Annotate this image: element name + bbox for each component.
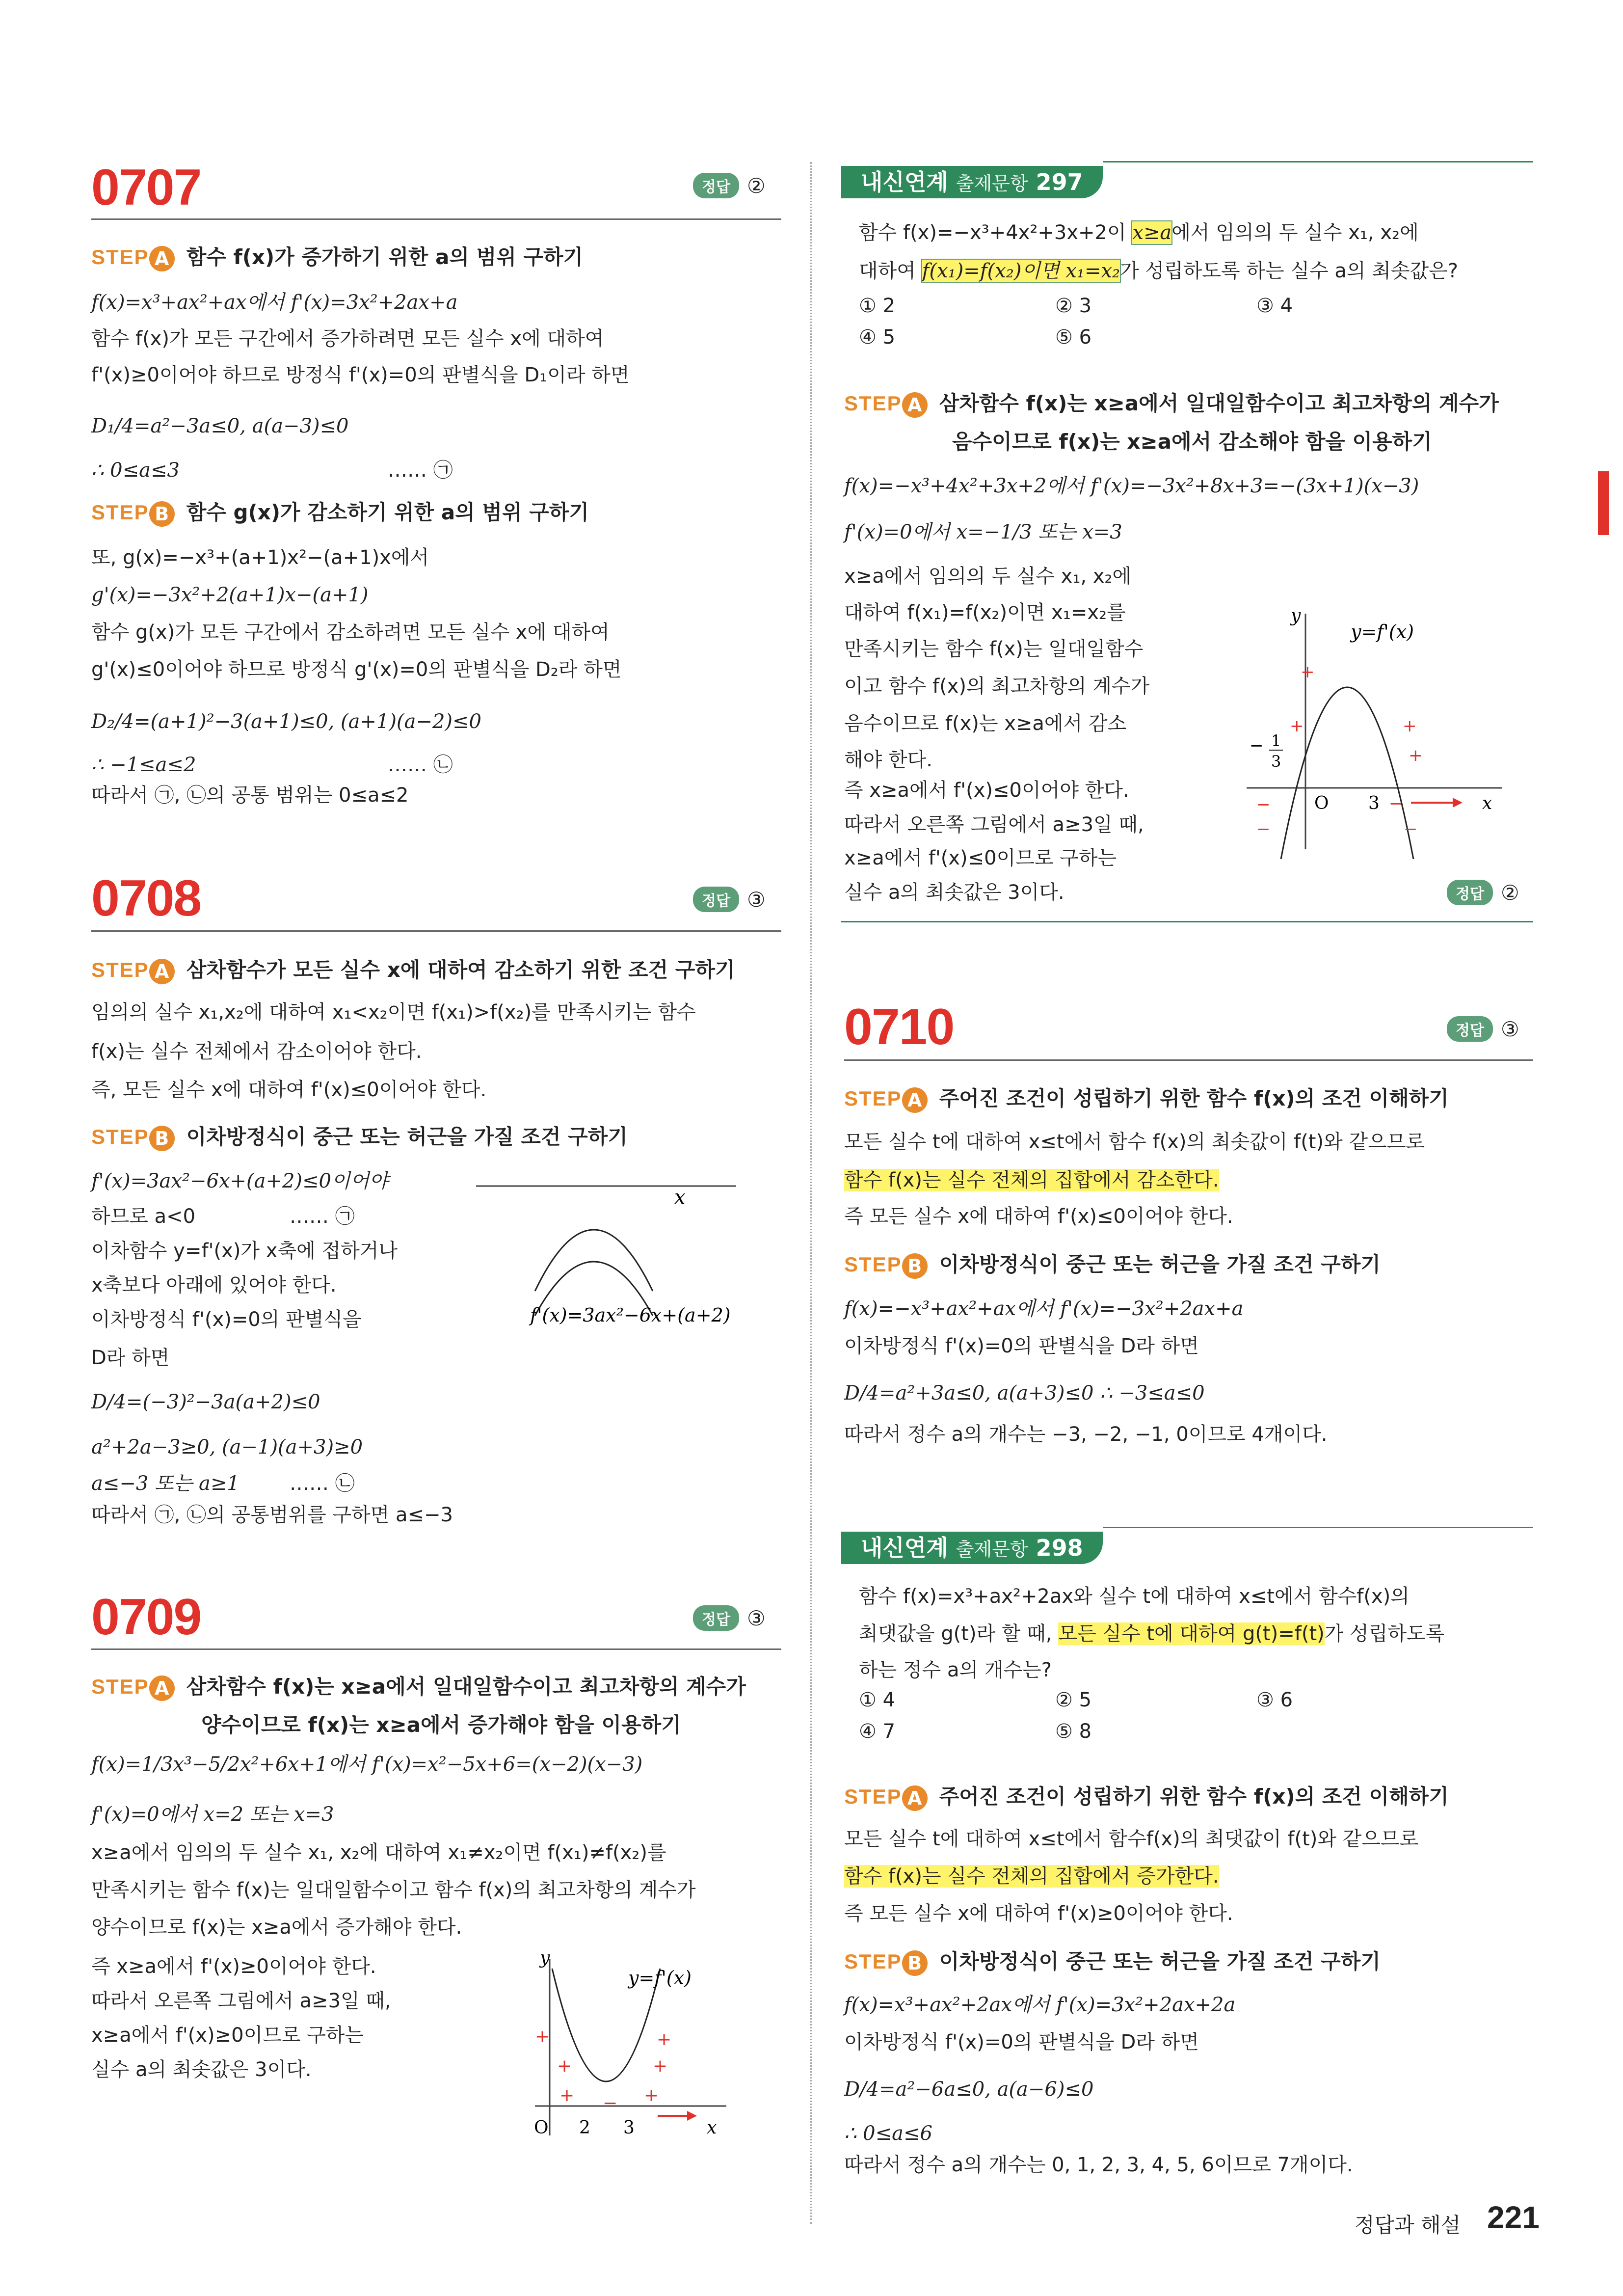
- line: D/4=a²+3a≤0, a(a+3)≤0 ∴ −3≤a≤0: [844, 1382, 1205, 1405]
- step-b-0710: [844, 1249, 1381, 1280]
- step-letter: A: [902, 1087, 928, 1113]
- step-title: 주어진 조건이 성립하기 위한 함수 f(x)의 조건 이해하기: [939, 1784, 1449, 1809]
- answer-0709: [693, 1605, 766, 1631]
- naesin-brand: 내신연계: [861, 1535, 948, 1561]
- answer-0710: [1447, 1016, 1519, 1042]
- line: 실수 a의 최솟값은 3이다.: [844, 881, 1064, 904]
- line: x축보다 아래에 있어야 한다.: [91, 1274, 337, 1297]
- line: ∴ 0≤a≤6: [844, 2122, 932, 2145]
- step-word: STEP: [91, 245, 149, 269]
- step-b-0707: [91, 497, 589, 528]
- text: 함수 f(x)=−x³+4x²+3x+2이: [859, 221, 1133, 244]
- step-word: STEP: [91, 1125, 149, 1148]
- line: f(x)=−x³+ax²+ax에서 f'(x)=−3x²+2ax+a: [844, 1297, 1244, 1320]
- problem-number-0709: 0709: [91, 1589, 201, 1646]
- line: 실수 a의 최솟값은 3이다.: [91, 2058, 312, 2081]
- line: D₁/4=a²−3a≤0, a(a−3)≤0: [91, 415, 349, 437]
- tick-neg-third-den: 3: [1271, 752, 1281, 771]
- tick-2: 2: [579, 2118, 590, 2138]
- line: 음수이므로 f(x)는 x≥a에서 감소: [844, 712, 1127, 735]
- step-word: STEP: [91, 958, 149, 981]
- step-title: 삼차함수 f(x)는 x≥a에서 일대일함수이고 최고차항의 계수가: [939, 391, 1499, 415]
- step-word: STEP: [91, 1675, 149, 1698]
- naesin-number: 297: [1036, 169, 1083, 195]
- x-label: x: [674, 1186, 686, 1209]
- minus-sign: −: [1389, 794, 1403, 813]
- naesin-sub: 출제문항: [956, 173, 1028, 194]
- option-5[interactable]: ⑤ 6: [1055, 326, 1092, 349]
- step-a-297: [844, 388, 1499, 419]
- x-label: x: [707, 2118, 717, 2138]
- line: 즉, 모든 실수 x에 대하여 f'(x)≤0이어야 한다.: [91, 1079, 487, 1101]
- minus-sign: −: [1404, 819, 1418, 839]
- problem-rule: [91, 218, 781, 220]
- answer-tag: 정답: [1447, 880, 1493, 905]
- line: D/4=(−3)²−3a(a+2)≤0: [91, 1391, 320, 1413]
- line: f(x)는 실수 전체에서 감소이어야 한다.: [91, 1040, 422, 1063]
- step-word: STEP: [844, 392, 902, 415]
- highlight: 함수 f(x)는 실수 전체의 집합에서 감소한다.: [844, 1169, 1219, 1191]
- naesin-badge: [841, 166, 1103, 198]
- answer-0707: [693, 173, 766, 198]
- answer-0708: [693, 887, 766, 912]
- line: 이고 함수 f(x)의 최고차항의 계수가: [844, 675, 1150, 698]
- line: D라 하면: [91, 1347, 170, 1369]
- step-letter: B: [149, 1126, 175, 1151]
- step-title: 삼차함수 f(x)는 x≥a에서 일대일함수이고 최고차항의 계수가: [186, 1675, 746, 1699]
- line: 이차함수 y=f'(x)가 x축에 접하거나: [91, 1240, 398, 1262]
- question-line: [859, 1621, 1444, 1647]
- naesin-number: 298: [1036, 1535, 1083, 1561]
- answer-value: ③: [746, 1606, 766, 1630]
- line: f'(x)=0에서 x=2 또는 x=3: [91, 1803, 334, 1826]
- answer-value: ②: [746, 173, 766, 198]
- line: 이차방정식 f'(x)=0의 판별식을: [91, 1308, 362, 1331]
- line: f(x)=x³+ax²+ax에서 f'(x)=3x²+2ax+a: [91, 291, 458, 314]
- problem-rule: [91, 1648, 781, 1650]
- naesin-header-297: [841, 161, 1533, 203]
- answer-297: [1447, 880, 1519, 905]
- step-title: 함수 f(x)가 증가하기 위한 a의 범위 구하기: [186, 245, 584, 269]
- graph-label: y=f'(x): [1351, 621, 1414, 643]
- text: 대하여: [859, 260, 922, 282]
- step-letter: A: [149, 246, 175, 271]
- option-4[interactable]: ④ 5: [859, 326, 896, 349]
- plus-sign: +: [535, 2026, 550, 2047]
- circle-marker: …… ㉠: [388, 459, 453, 482]
- problem-number-0707: 0707: [91, 159, 201, 216]
- answer-tag: 정답: [693, 887, 739, 912]
- line: 따라서 정수 a의 개수는 0, 1, 2, 3, 4, 5, 6이므로 7개이다.: [844, 2154, 1353, 2176]
- highlight: x≥a: [1132, 221, 1172, 244]
- line: [844, 1167, 1219, 1193]
- answer-value: ②: [1500, 880, 1519, 905]
- minus-sign: −: [603, 2093, 618, 2113]
- tick-neg-third-sign: −: [1250, 736, 1264, 756]
- step-letter: A: [902, 392, 928, 418]
- highlight: f(x₁)=f(x₂)이면 x₁=x₂: [922, 260, 1120, 282]
- option-3[interactable]: ③ 6: [1256, 1689, 1293, 1711]
- line: 만족시키는 함수 f(x)는 일대일함수: [844, 638, 1144, 660]
- line: 양수이므로 f(x)는 x≥a에서 증가해야 한다.: [91, 1916, 462, 1939]
- parabola-tangent: [535, 1230, 653, 1291]
- circle-marker: …… ㉡: [388, 754, 453, 776]
- line: 함수 g(x)가 모든 구간에서 감소하려면 모든 실수 x에 대하여: [91, 621, 610, 644]
- line: [844, 1864, 1219, 1889]
- step-b-298: [844, 1946, 1381, 1977]
- line: D₂/4=(a+1)²−3(a+1)≤0, (a+1)(a−2)≤0: [91, 710, 481, 733]
- chapter-tab: [1598, 471, 1609, 535]
- naesin-sub: 출제문항: [956, 1539, 1028, 1560]
- option-1[interactable]: ① 2: [859, 295, 896, 317]
- arrow-head: [687, 2111, 697, 2121]
- step-word: STEP: [844, 1785, 902, 1808]
- answer-value: ③: [746, 887, 766, 912]
- option-5[interactable]: ⑤ 8: [1055, 1720, 1092, 1743]
- x-label: x: [1482, 793, 1492, 813]
- step-word: STEP: [844, 1087, 902, 1110]
- step-letter: A: [902, 1785, 928, 1811]
- graph-label: y=f'(x): [628, 1967, 692, 1989]
- text: 가 성립하도록 하는 실수 a의 최솟값은?: [1120, 260, 1458, 282]
- graph-297: [1237, 604, 1512, 859]
- line: f'(x)=3ax²−6x+(a+2)≤0이어야: [91, 1170, 388, 1192]
- text: 최댓값을 g(t)라 할 때,: [859, 1622, 1059, 1645]
- circle-marker: …… ㉡: [290, 1472, 355, 1495]
- naesin-brand: 내신연계: [861, 169, 948, 195]
- footer-label: 정답과 해설: [1355, 2213, 1461, 2237]
- text: 가 성립하도록: [1324, 1622, 1445, 1645]
- line: f'(x)=0에서 x=−1/3 또는 x=3: [844, 521, 1122, 543]
- line: x≥a에서 f'(x)≤0이므로 구하는: [844, 847, 1117, 869]
- plus-sign: +: [644, 2085, 659, 2106]
- graph-label: f'(x)=3ax²−6x+(a+2): [530, 1304, 731, 1325]
- answer-tag: 정답: [1447, 1016, 1493, 1042]
- option-4[interactable]: ④ 7: [859, 1720, 896, 1743]
- step-title: 함수 g(x)가 감소하기 위한 a의 범위 구하기: [186, 500, 589, 524]
- text: 에서 임의의 두 실수 x₁, x₂에: [1171, 221, 1419, 244]
- highlight: 함수 f(x)는 실수 전체의 집합에서 증가한다.: [844, 1865, 1219, 1888]
- line: 따라서 ㉠, ㉡의 공통 범위는 0≤a≤2: [91, 784, 409, 807]
- line: ∴ −1≤a≤2: [91, 754, 196, 776]
- question-line: 함수 f(x)=x³+ax²+2ax와 실수 t에 대하여 x≤t에서 함수f(x)의: [859, 1585, 1410, 1608]
- problem-rule: [91, 930, 781, 932]
- line: x≥a에서 임의의 두 실수 x₁, x₂에 대하여 x₁≠x₂이면 f(x₁)≠f(x₂)를: [91, 1841, 666, 1864]
- origin-label: O: [1314, 793, 1329, 813]
- circle-marker: …… ㉠: [290, 1205, 355, 1228]
- answer-tag: 정답: [693, 1605, 739, 1631]
- option-1[interactable]: ① 4: [859, 1689, 896, 1711]
- plus-sign: +: [1301, 662, 1315, 682]
- step-b-0708: [91, 1121, 628, 1152]
- tick-neg-third-num: 1: [1271, 731, 1281, 750]
- line: 이차방정식 f'(x)=0의 판별식을 D라 하면: [844, 2031, 1199, 2053]
- plus-sign: +: [1290, 716, 1304, 736]
- line: 모든 실수 t에 대하여 x≤t에서 함수f(x)의 최댓값이 f(t)와 같으므로: [844, 1828, 1419, 1850]
- line: 해야 한다.: [844, 749, 932, 771]
- step-title: 주어진 조건이 성립하기 위한 함수 f(x)의 조건 이해하기: [939, 1086, 1449, 1110]
- plus-sign: +: [557, 2056, 572, 2076]
- column-divider: [810, 162, 812, 2224]
- option-3[interactable]: ③ 4: [1256, 295, 1293, 317]
- step-a-0710: [844, 1083, 1449, 1114]
- naesin-badge: [841, 1532, 1103, 1564]
- line: 따라서 ㉠, ㉡의 공통범위를 구하면 a≤−3: [91, 1504, 453, 1526]
- step-letter: B: [149, 501, 175, 527]
- step-title: 이차방정식이 중근 또는 허근을 가질 조건 구하기: [186, 1125, 628, 1149]
- line: a≤−3 또는 a≥1: [91, 1472, 239, 1495]
- naesin-line: [1103, 1527, 1533, 1528]
- graph-0708: [461, 1168, 785, 1325]
- line: 즉 x≥a에서 f'(x)≥0이어야 한다.: [91, 1955, 376, 1978]
- minus-sign: −: [1256, 795, 1271, 814]
- y-label: y: [1291, 606, 1301, 626]
- step-title: 삼차함수가 모든 실수 x에 대하여 감소하기 위한 조건 구하기: [186, 958, 735, 982]
- step-title: 이차방정식이 중근 또는 허근을 가질 조건 구하기: [939, 1949, 1381, 1973]
- naesin-header-298: [841, 1527, 1533, 1569]
- naesin-line: [1103, 161, 1533, 162]
- tick-3: 3: [623, 2118, 635, 2138]
- plus-sign: +: [1409, 746, 1423, 765]
- line: 즉 모든 실수 x에 대하여 f'(x)≥0이어야 한다.: [844, 1902, 1233, 1925]
- line: x≥a에서 f'(x)≥0이므로 구하는: [91, 2024, 364, 2047]
- question-line: 하는 정수 a의 개수는?: [859, 1659, 1052, 1681]
- step-a-0708: [91, 954, 735, 985]
- step-word: STEP: [91, 501, 149, 524]
- y-label: y: [540, 1949, 550, 1968]
- tick-3: 3: [1368, 793, 1380, 813]
- step-letter: A: [149, 959, 175, 984]
- line: g'(x)=−3x²+2(a+1)x−(a+1): [91, 584, 369, 606]
- step-a-0709-cont: 양수이므로 f(x)는 x≥a에서 증가해야 함을 이용하기: [201, 1713, 681, 1737]
- option-2[interactable]: ② 5: [1055, 1689, 1092, 1711]
- origin-label: O: [534, 2118, 549, 2138]
- line: 이차방정식 f'(x)=0의 판별식을 D라 하면: [844, 1335, 1199, 1357]
- line: 함수 f(x)가 모든 구간에서 증가하려면 모든 실수 x에 대하여: [91, 327, 604, 350]
- naesin-bottom-rule: [841, 921, 1533, 922]
- line: f(x)=−x³+4x²+3x+2에서 f'(x)=−3x²+8x+3=−(3x+1)(x−3): [844, 475, 1419, 497]
- plus-sign: +: [1403, 716, 1417, 736]
- step-a-0707: [91, 242, 583, 272]
- answer-tag: 정답: [693, 173, 739, 198]
- question-line: [859, 258, 1458, 284]
- line: 대하여 f(x₁)=f(x₂)이면 x₁=x₂를: [844, 601, 1126, 624]
- line: 따라서 정수 a의 개수는 −3, −2, −1, 0이므로 4개이다.: [844, 1423, 1328, 1446]
- graph-0709: [530, 1949, 736, 2145]
- line: 따라서 오른쪽 그림에서 a≥3일 때,: [91, 1990, 391, 2012]
- line: 모든 실수 t에 대하여 x≤t에서 함수 f(x)의 최솟값이 f(t)와 같으므로: [844, 1131, 1425, 1153]
- problem-number-0710: 0710: [844, 999, 954, 1055]
- problem-number-0708: 0708: [91, 870, 201, 927]
- line: g'(x)≤0이어야 하므로 방정식 g'(x)=0의 판별식을 D₂라 하면: [91, 658, 622, 681]
- line: f(x)=1/3x³−5/2x²+6x+1에서 f'(x)=x²−5x+6=(x−2)(x−3): [91, 1753, 643, 1776]
- step-word: STEP: [844, 1950, 902, 1973]
- line: 즉 x≥a에서 f'(x)≤0이어야 한다.: [844, 779, 1129, 802]
- line: 또, g(x)=−x³+(a+1)x²−(a+1)x에서: [91, 546, 429, 569]
- step-letter: B: [902, 1950, 928, 1976]
- parabola-fprime: [1281, 687, 1413, 859]
- step-a-0709: [91, 1671, 746, 1702]
- line: 만족시키는 함수 f(x)는 일대일함수이고 함수 f(x)의 최고차항의 계수가: [91, 1879, 696, 1901]
- step-letter: A: [149, 1675, 175, 1701]
- line: 즉 모든 실수 x에 대하여 f'(x)≤0이어야 한다.: [844, 1205, 1233, 1228]
- line: f(x)=x³+ax²+2ax에서 f'(x)=3x²+2ax+2a: [844, 1994, 1236, 2016]
- line: 하므로 a<0: [91, 1205, 196, 1228]
- highlight: 모든 실수 t에 대하여 g(t)=f(t): [1058, 1622, 1325, 1645]
- arrow-head: [1453, 798, 1463, 808]
- plus-sign: +: [657, 2029, 672, 2050]
- line: x≥a에서 임의의 두 실수 x₁, x₂에: [844, 565, 1132, 588]
- page-number: 221: [1487, 2200, 1540, 2235]
- step-title: 이차방정식이 중근 또는 허근을 가질 조건 구하기: [939, 1252, 1381, 1276]
- problem-rule: [844, 1059, 1533, 1061]
- step-word: STEP: [844, 1253, 902, 1276]
- line: f'(x)≥0이어야 하므로 방정식 f'(x)=0의 판별식을 D₁이라 하면: [91, 364, 630, 386]
- line: ∴ 0≤a≤3: [91, 459, 180, 482]
- option-2[interactable]: ② 3: [1055, 295, 1092, 317]
- plus-sign: +: [653, 2056, 668, 2076]
- plus-sign: +: [559, 2085, 575, 2106]
- answer-value: ③: [1500, 1017, 1519, 1041]
- question-line: [859, 220, 1419, 245]
- minus-sign: −: [1256, 819, 1271, 839]
- line: D/4=a²−6a≤0, a(a−6)≤0: [844, 2078, 1094, 2101]
- line: a²+2a−3≥0, (a−1)(a+3)≥0: [91, 1436, 363, 1459]
- line: 따라서 오른쪽 그림에서 a≥3일 때,: [844, 813, 1144, 836]
- step-letter: B: [902, 1253, 928, 1279]
- line: 임의의 실수 x₁,x₂에 대하여 x₁<x₂이면 f(x₁)>f(x₂)를 만족시키는 함수: [91, 1001, 696, 1024]
- step-a-297-cont: 음수이므로 f(x)는 x≥a에서 감소해야 함을 이용하기: [952, 430, 1432, 454]
- step-a-298: [844, 1781, 1449, 1812]
